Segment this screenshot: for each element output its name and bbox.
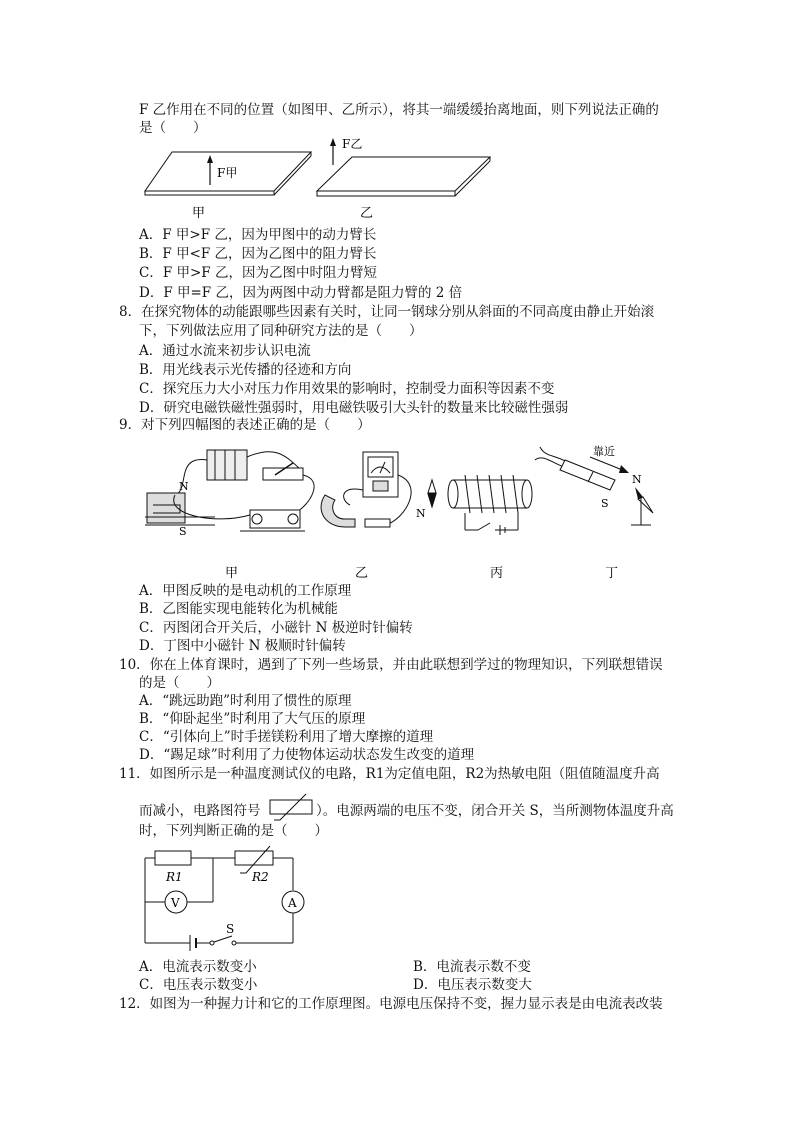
q11-stem-line1: 11．如图所示是一种温度测试仪的电路，R1为定值电阻，R2为热敏电阻（阻值随温度升高 [119,766,660,782]
force-label-yi: F乙 [342,137,363,151]
fig-jia-apparatus [145,450,314,538]
q7-option-a: A．F 甲>F 乙，因为甲图中的动力臂长 [139,227,377,243]
q9-option-b: B．乙图能实现电能转化为机械能 [139,601,338,617]
q11-stem-line2b: ）。电源两端的电压不变，闭合开关 S，当所测物体温度升高 [316,803,674,819]
q12-stem-line1: 12．如图为一种握力计和它的工作原理图。电源电压保持不变，握力显示表是由电流表改装 [119,996,663,1012]
switch-label: S [226,922,235,936]
fig-jia-s: S [179,525,187,538]
q7-option-c: C．F 甲>F 乙，因为乙图中时阻力臂短 [139,265,377,281]
q10-option-a: A．“跳远助跑”时利用了惯性的原理 [139,693,352,709]
r1-label: R1 [166,870,183,884]
q10-option-c: C．“引体向上”时手搓镁粉利用了增大摩擦的道理 [139,729,434,745]
q10-stem-line1: 10．你在上体育课时，遇到了下列一些场景，并由此联想到学过的物理知识，下列联想错误 [119,657,663,673]
q8-option-a: A．通过水流来初步认识电流 [139,343,311,359]
thermistor-symbol [268,790,316,822]
q8-stem-line2: 下，下列做法应用了同种研究方法的是（ ） [139,323,423,339]
q8-stem-line1: 8．在探究物体的动能跟哪些因素有关时，让同一钢球分别从斜面的不同高度由静止开始滚 [119,304,655,320]
q7-stem-line2: 是（ ） [139,120,207,136]
q9-option-c: C．丙图闭合开关后，小磁针 N 极逆时针偏转 [139,620,413,636]
fig-label-jia: 甲 [225,566,239,581]
q9-option-a: A．甲图反映的是电动机的工作原理 [139,583,352,599]
fig-ding-n: N [632,473,642,486]
fig-label-yi: 乙 [355,566,369,581]
q11-option-b: B．电流表示数不变 [413,959,531,975]
q7-option-b: B．F 甲<F 乙，因为乙图中的阻力臂长 [139,246,377,262]
q9-stem: 9．对下列四幅图的表述正确的是（ ） [119,417,371,433]
q11-circuit [140,843,310,953]
r2-label: R2 [252,870,269,884]
fig-yi-apparatus [321,452,411,527]
q8-option-d: D．研究电磁铁磁性强弱时，用电磁铁吸引大头针的数量来比较磁性强弱 [139,400,569,416]
q9-figure [135,435,665,585]
q8-option-c: C．探究压力大小对压力作用效果的影响时，控制受力面积等因素不变 [139,381,555,397]
q11-option-d: D．电压表示数变大 [413,977,532,993]
fig-ding-apparatus [535,444,653,525]
q9-option-d: D．丁图中小磁针 N 极顺时针偏转 [139,638,346,654]
fig-label-bing: 丙 [490,566,504,581]
q11-option-c: C．电压表示数变小 [139,977,258,993]
q11-option-a: A．电流表示数变小 [139,959,257,975]
ammeter-label: A [288,896,297,910]
q11-stem-line2a: 而减小，电路图符号 [139,803,261,819]
fig-label-jia: 甲 [192,206,206,221]
q11-stem-line3: 时，下列判断正确的是（ ） [139,823,328,839]
voltmeter-label: V [171,896,180,910]
fig-label-ding: 丁 [605,566,619,581]
fig-label-yi: 乙 [360,206,374,221]
q8-option-b: B．用光线表示光传播的径迹和方向 [139,362,352,378]
fig-bing-n: N [416,507,426,520]
q10-stem-line2: 的是（ ） [139,675,220,691]
force-label-jia: F甲 [217,166,238,180]
q7-figure [140,135,500,225]
q10-option-b: B．“仰卧起坐”时利用了大气压的原理 [139,711,366,727]
fig-bing-apparatus [416,475,532,535]
fig-jia-n: N [179,480,189,493]
q7-option-d: D．F 甲=F 乙，因为两图中动力臂都是阻力臂的 2 倍 [139,285,463,301]
fig-ding-s: S [601,497,609,510]
q7-stem-line1: F 乙作用在不同的位置（如图甲、乙所示），将其一端缓缓抬离地面，则下列说法正确的 [139,102,659,118]
q10-option-d: D．“踢足球”时利用了力使物体运动状态发生改变的道理 [139,747,475,763]
fig-ding-approach: 靠近 [593,445,615,458]
